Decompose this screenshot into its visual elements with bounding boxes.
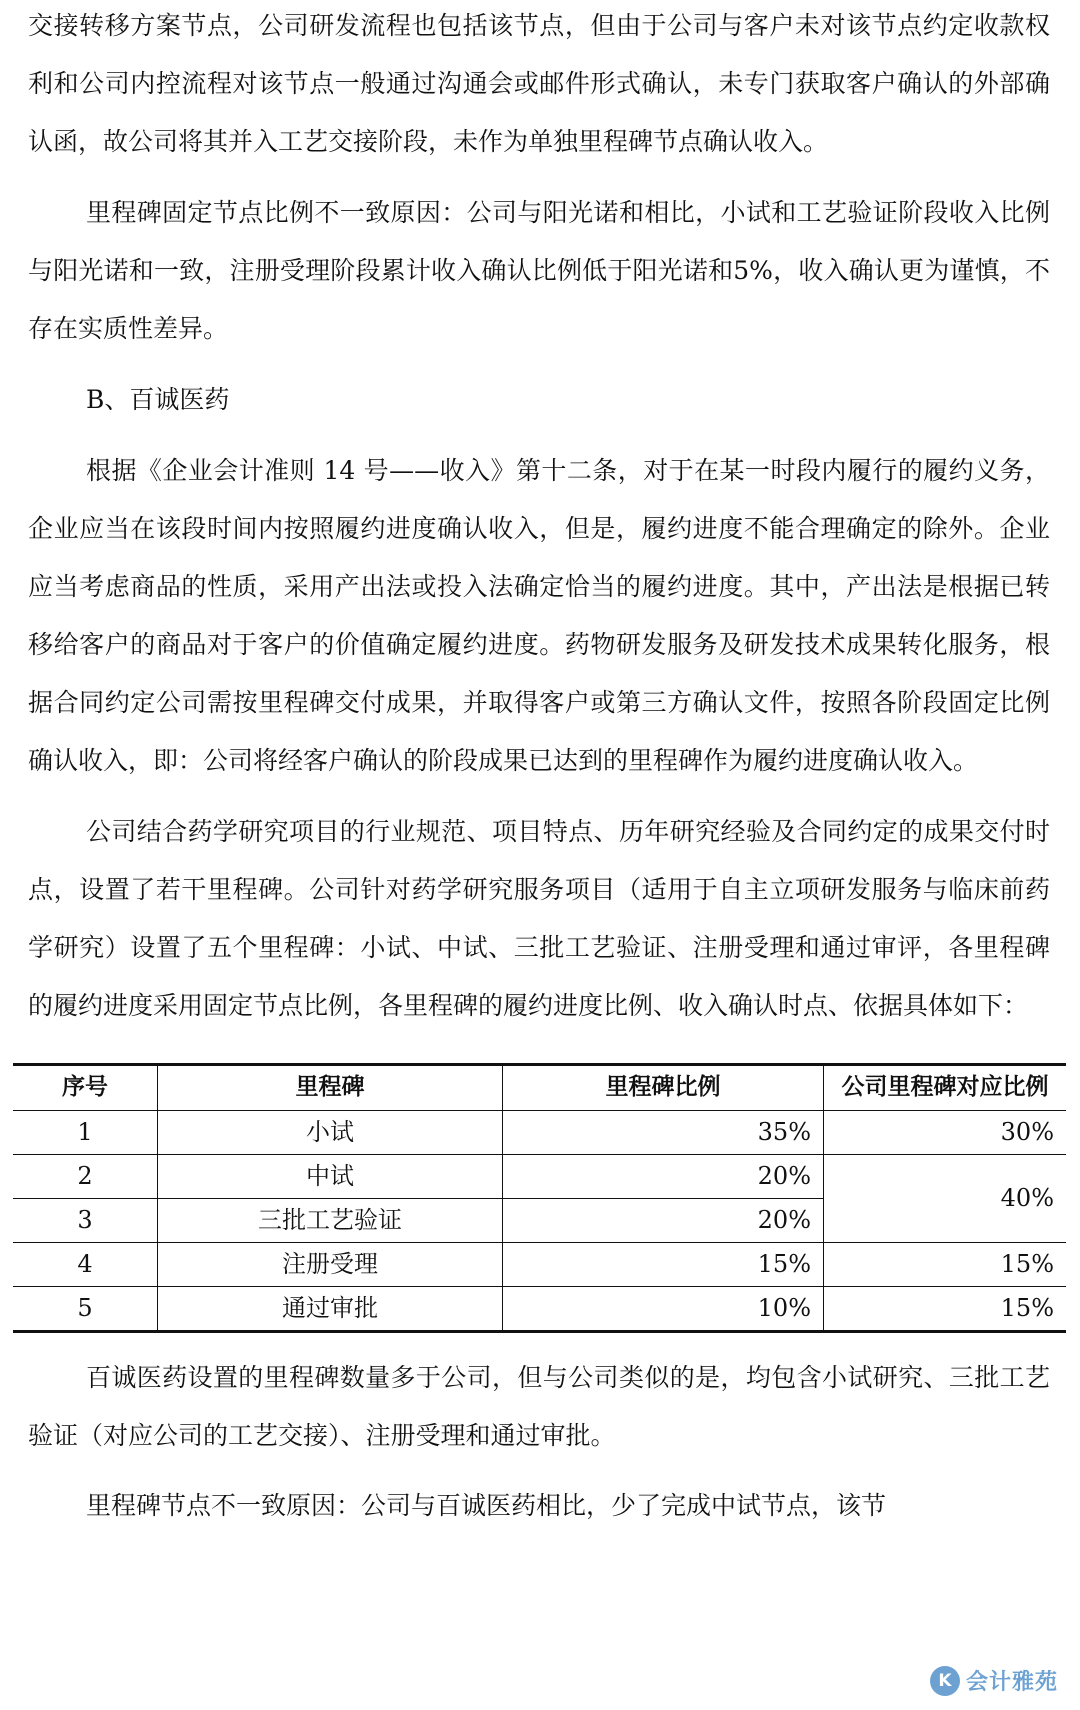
milestone-table (13, 1063, 1066, 1333)
paragraph-handover-node: 交接转移方案节点，公司研发流程也包括该节点，但由于公司与客户未对该节点约定收款权利和公司内控流程对该节点一般通过沟通会或邮件形式确认，未专门获取客户确认的外部确认函，故公司将其并入工艺交接阶段，未作为单独里程碑节点确认收入。 (28, 11, 1050, 156)
cell-milestone: 三批工艺验证 (158, 1199, 503, 1243)
cell-milestone: 注册受理 (158, 1243, 503, 1287)
table-row (13, 1287, 1066, 1332)
watermark-logo-icon: K (930, 1666, 960, 1696)
section-heading-baicheng: B、百诚医药 (86, 385, 230, 414)
cell-company-ratio-merged: 40% (824, 1155, 1067, 1243)
table-row (13, 1111, 1066, 1155)
paragraph-ratio-difference-yangguang: 里程碑固定节点比例不一致原因：公司与阳光诺和相比，小试和工艺验证阶段收入比例与阳光诺和一致，注册受理阶段累计收入确认比例低于阳光诺和5%，收入确认更为谨慎，不存在实质性差异。 (28, 198, 1050, 343)
cell-milestone: 中试 (158, 1155, 503, 1199)
header-milestone: 里程碑 (158, 1065, 503, 1111)
table-row (13, 1155, 1066, 1199)
cell-milestone-ratio: 20% (503, 1155, 824, 1199)
cell-milestone-ratio: 20% (503, 1199, 824, 1243)
cell-index: 2 (13, 1155, 158, 1199)
header-milestone-ratio: 里程碑比例 (503, 1065, 824, 1111)
cell-milestone: 小试 (158, 1111, 503, 1155)
cell-company-ratio: 15% (824, 1243, 1067, 1287)
paragraph-accounting-standard: 根据《企业会计准则 14 号——收入》第十二条，对于在某一时段内履行的履约义务，企业应当在该段时间内按照履约进度确认收入，但是，履约进度不能合理确定的除外。企业应当考虑商品的性质，采用产出法或投入法确定恰当的履约进度。其中，产出法是根据已转移给客户的商品对于客户的价值确定履约进度。药物研发服务及研发技术成果转化服务，根据合同约定公司需按里程碑交付成果，并取得客户或第三方确认文件，按照各阶段固定比例确认收入，即：公司将经客户确认的阶段成果已达到的里程碑作为履约进度确认收入。 (28, 456, 1050, 775)
cell-index: 3 (13, 1199, 158, 1243)
table-header-row (13, 1065, 1066, 1111)
cell-company-ratio: 15% (824, 1287, 1067, 1332)
watermark (930, 1665, 1058, 1696)
header-index: 序号 (13, 1065, 158, 1111)
paragraph-node-difference-baicheng: 里程碑节点不一致原因：公司与百诚医药相比，少了完成中试节点，该节 (86, 1491, 887, 1520)
header-company-ratio: 公司里程碑对应比例 (824, 1065, 1067, 1111)
cell-milestone-ratio: 10% (503, 1287, 824, 1332)
paragraph-baicheng-comparison: 百诚医药设置的里程碑数量多于公司，但与公司类似的是，均包含小试研究、三批工艺验证（对应公司的工艺交接）、注册受理和通过审批。 (28, 1363, 1050, 1450)
cell-milestone-ratio: 15% (503, 1243, 824, 1287)
watermark-text: 会计雅苑 (965, 1670, 1058, 1695)
table-row (13, 1243, 1066, 1287)
paragraph-milestone-setup: 公司结合药学研究项目的行业规范、项目特点、历年研究经验及合同约定的成果交付时点，设置了若干里程碑。公司针对药学研究服务项目（适用于自主立项研发服务与临床前药学研究）设置了五个里程碑：小试、中试、三批工艺验证、注册受理和通过审评，各里程碑的履约进度采用固定节点比例，各里程碑的履约进度比例、收入确认时点、依据具体如下： (28, 817, 1050, 1020)
cell-company-ratio: 30% (824, 1111, 1067, 1155)
cell-index: 4 (13, 1243, 158, 1287)
cell-index: 5 (13, 1287, 158, 1332)
cell-milestone: 通过审批 (158, 1287, 503, 1332)
cell-milestone-ratio: 35% (503, 1111, 824, 1155)
milestone-table-wrapper (13, 1063, 1066, 1333)
cell-index: 1 (13, 1111, 158, 1155)
